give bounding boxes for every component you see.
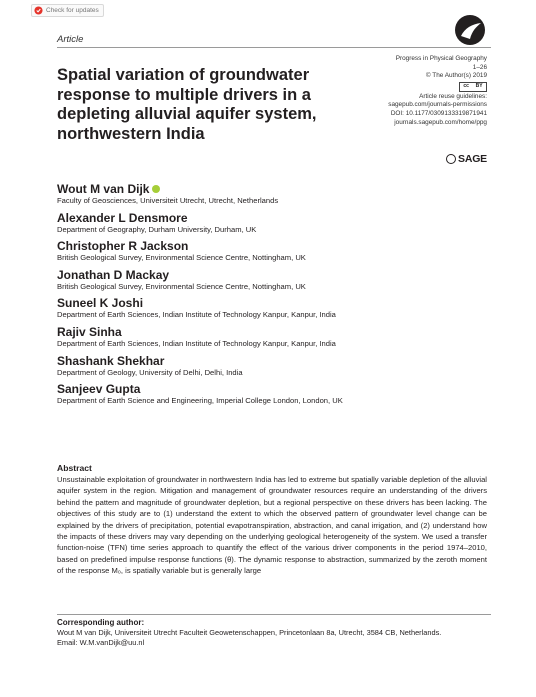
author-affiliation: Department of Earth Sciences, Indian Institute of Technology Kanpur, Kanpur, India xyxy=(57,310,336,320)
copyright: © The Author(s) 2019 xyxy=(425,72,487,80)
author-affiliation: Faculty of Geosciences, Universiteit Utrecht, Utrecht, Netherlands xyxy=(57,196,279,205)
publisher-logo xyxy=(446,153,487,165)
doi-link[interactable]: DOI: 10.1177/0309133319871941 xyxy=(390,109,487,117)
author-name-row xyxy=(57,182,497,196)
corresponding-author-heading: Corresponding author: xyxy=(57,618,145,627)
abstract-section xyxy=(57,463,487,577)
corresponding-author-email[interactable]: Email: W.M.vanDijk@uu.nl xyxy=(57,637,145,647)
publication-meta xyxy=(388,55,487,127)
author-entry xyxy=(57,239,497,263)
journal-homepage-link[interactable]: journals.sagepub.com/home/ppg xyxy=(394,118,487,126)
cc-license-label: BY xyxy=(475,83,483,90)
reuse-guidelines-link[interactable]: sagepub.com/journals-permissions xyxy=(388,101,487,109)
article-title: Spatial variation of groundwater response to multiple drivers in a depleting alluvial aquifer system, northwestern India xyxy=(57,66,317,143)
sage-icon xyxy=(446,154,456,164)
author-affiliation: Department of Earth Science and Engineering, Imperial College London, London, UK xyxy=(57,396,343,406)
author-entry xyxy=(57,325,497,349)
author-entry xyxy=(57,354,497,378)
author-name: Suneel K Joshi xyxy=(57,296,144,311)
header-rule xyxy=(57,47,491,48)
author-affiliation: British Geological Survey, Environmental Science Centre, Nottingham, UK xyxy=(57,253,306,263)
author-name: Christopher R Jackson xyxy=(57,239,189,254)
cc-icon: cc xyxy=(463,83,469,90)
orcid-icon[interactable] xyxy=(152,185,160,193)
cc-license-badge[interactable] xyxy=(459,82,487,92)
author-name: Rajiv Sinha xyxy=(57,324,122,339)
check-for-updates-label: Check for updates xyxy=(46,7,99,14)
crossmark-icon xyxy=(34,6,43,15)
abstract-text: Unsustainable exploitation of groundwater in northwestern India has led to extreme but spatially variable depletion of the alluvial aquifer system in the region. Mitigation and management of groundwater resources require an understanding of the drivers behind the pattern and magnitude of groundwater depletion, but a regional perspective on these drivers has been lacking. The objectives of this study are to (1) understand the extent to which the observed pattern of groundwater level change can be explained by the drivers of precipitation, potential evapotranspiration, abstraction, and canal irrigation, and (2) understand how the impacts of these drivers may vary depending on the underlying geological heterogeneity of the system. We used a transfer function-noise (TFN) time series approach to quantify the effect of the various driver components in the period 1974–2010, based on predefined impulse response functions (θ). The dynamic response to abstraction, summarized by the zeroth moment of the response M₀, is spatially variable but is generally large xyxy=(57,475,487,576)
article-type: Article xyxy=(57,34,84,45)
corresponding-author-address: Wout M van Dijk, Universiteit Utrecht Faculteit Geowetenschappen, Princetonlaan 8a, Utrecht, 3584 CB, Netherlands. xyxy=(57,628,442,637)
author-entry xyxy=(57,268,497,292)
corresponding-author xyxy=(57,618,497,648)
author-list xyxy=(57,182,497,411)
author-affiliation: Department of Geography, Durham University, Durham, UK xyxy=(57,224,257,234)
publisher-name: SAGE xyxy=(458,153,487,165)
author-entry xyxy=(57,296,497,320)
author-affiliation: Department of Geology, University of Delhi, Delhi, India xyxy=(57,367,243,377)
page-range: 1–26 xyxy=(472,63,487,71)
check-for-updates-button[interactable] xyxy=(31,4,104,17)
journal-logo-icon xyxy=(454,14,486,46)
author-name: Sanjeev Gupta xyxy=(57,382,141,397)
journal-name: Progress in Physical Geography xyxy=(395,55,487,62)
reuse-guidelines-label: Article reuse guidelines: xyxy=(419,92,487,100)
author-entry xyxy=(57,182,497,206)
abstract-heading: Abstract xyxy=(57,463,92,473)
author-entry xyxy=(57,211,497,235)
footer-rule xyxy=(57,614,491,615)
author-entry xyxy=(57,382,497,406)
author-name: Jonathan D Mackay xyxy=(57,267,170,282)
author-name: Alexander L Densmore xyxy=(57,210,188,225)
author-name: Shashank Shekhar xyxy=(57,353,165,368)
author-affiliation: Department of Earth Sciences, Indian Institute of Technology Kanpur, Kanpur, India xyxy=(57,338,336,348)
author-affiliation: British Geological Survey, Environmental Science Centre, Nottingham, UK xyxy=(57,281,306,291)
author-name: Wout M van Dijk xyxy=(57,182,150,196)
